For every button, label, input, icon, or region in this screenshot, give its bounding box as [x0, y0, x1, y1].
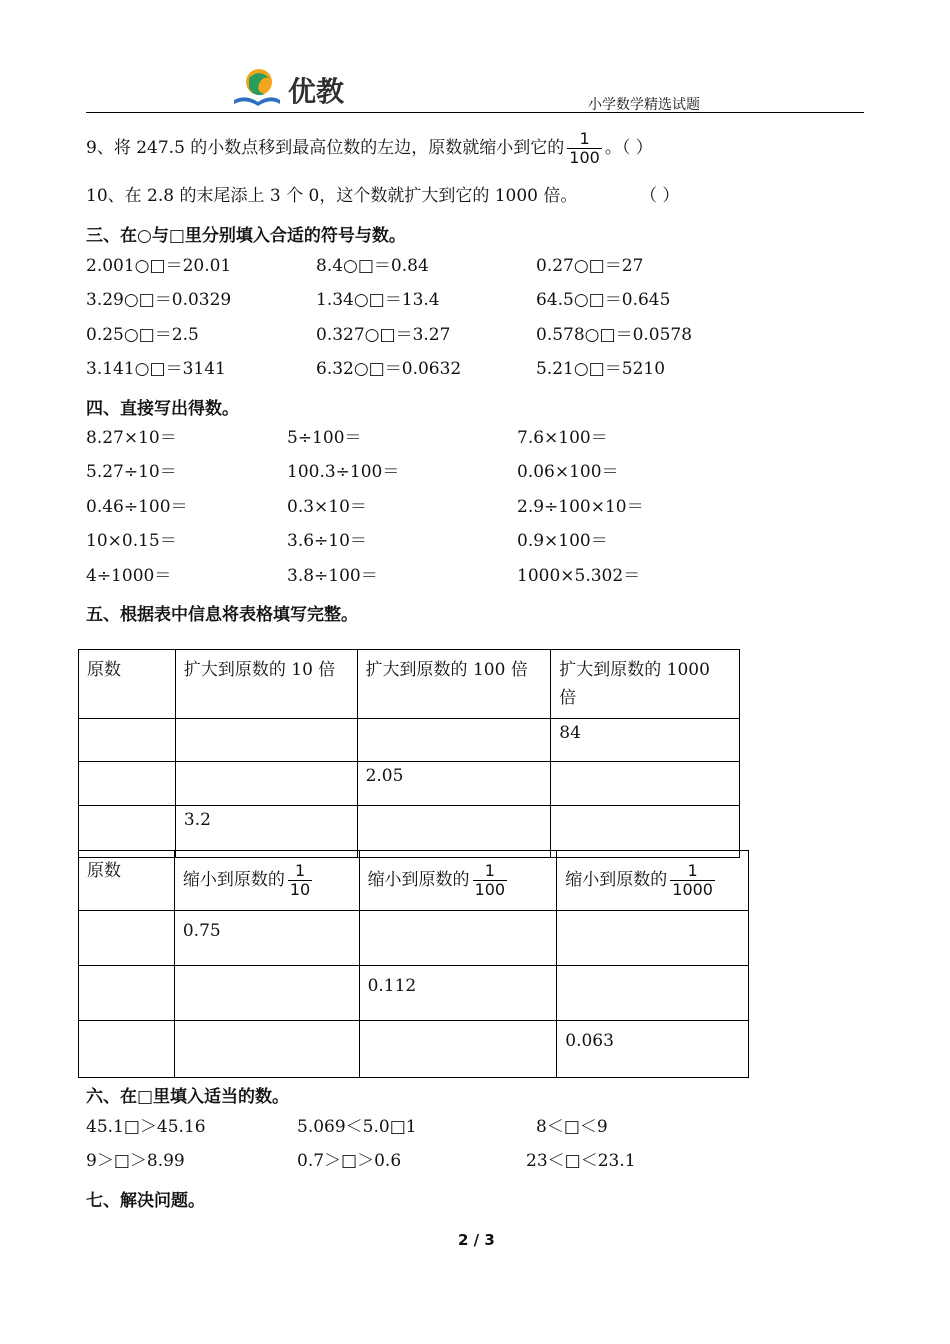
table-row	[79, 1021, 749, 1078]
table-cell[interactable]	[79, 762, 176, 806]
table-row	[79, 762, 740, 806]
table-row	[79, 911, 749, 966]
table-cell[interactable]	[357, 719, 551, 762]
fraction-numerator: 1	[484, 861, 495, 880]
fraction-1-10	[288, 862, 312, 899]
table-header-cell: 扩大到原数的 100 倍	[357, 650, 551, 719]
s3-r0-c2: 0.27○□＝27	[536, 256, 644, 276]
section-3-heading: 三、在○与□里分别填入合适的符号与数。	[86, 226, 406, 246]
s4-r0-c1: 5÷100＝	[287, 428, 362, 448]
s4-r4-c1: 3.8÷100＝	[287, 566, 378, 586]
s4-r2-c0: 0.46÷100＝	[86, 497, 188, 517]
s3-r2-c2: 0.578○□＝0.0578	[536, 325, 693, 345]
table-enlarge	[78, 649, 740, 858]
table-cell[interactable]	[359, 1021, 557, 1078]
header-label: 缩小到原数的	[367, 870, 470, 890]
question-9-text: 9、将 247.5 的小数点移到最高位数的左边，原数就缩小到它的	[86, 138, 565, 158]
table-cell[interactable]	[551, 762, 740, 806]
table-header-cell	[359, 851, 557, 911]
table-cell[interactable]	[174, 966, 359, 1021]
question-10	[86, 186, 577, 206]
table-cell[interactable]	[557, 911, 749, 966]
logo-icon	[232, 66, 282, 108]
s4-r2-c2: 2.9÷100×10＝	[517, 497, 644, 517]
table-header-cell: 扩大到原数的 1000 倍	[551, 650, 740, 719]
logo-text: 优教	[288, 75, 345, 108]
question-9-answer-paren[interactable]: 。（ ）	[604, 138, 653, 158]
table-cell[interactable]: 84	[551, 719, 740, 762]
table-cell[interactable]	[174, 1021, 359, 1078]
table-cell[interactable]	[79, 966, 175, 1021]
table-cell[interactable]: 0.112	[359, 966, 557, 1021]
s3-r1-c0: 3.29○□＝0.0329	[86, 290, 232, 310]
s3-r3-c0: 3.141○□＝3141	[86, 359, 226, 379]
s4-r4-c0: 4÷1000＝	[86, 566, 172, 586]
s4-r2-c1: 0.3×10＝	[287, 497, 367, 517]
s3-r0-c1: 8.4○□＝0.84	[316, 256, 429, 276]
table-header-cell: 原数	[79, 851, 175, 911]
fraction-denominator: 1000	[672, 880, 713, 899]
table-cell[interactable]: 2.05	[357, 762, 551, 806]
s4-r3-c0: 10×0.15＝	[86, 531, 177, 551]
question-10-text: 10、在 2.8 的末尾添上 3 个 0，这个数就扩大到它的 1000 倍。	[86, 186, 578, 206]
fraction-denominator: 100	[569, 147, 600, 167]
fraction-denominator: 10	[289, 880, 311, 899]
s4-r0-c2: 7.6×100＝	[517, 428, 608, 448]
table-cell[interactable]	[359, 911, 557, 966]
table-header-cell	[174, 851, 359, 911]
s3-r2-c0: 0.25○□＝2.5	[86, 325, 199, 345]
s6-r1-c0: 9＞□＞8.99	[86, 1151, 185, 1171]
table-header-row	[79, 851, 749, 911]
table-row	[79, 966, 749, 1021]
question-9	[86, 128, 653, 168]
s6-r0-c1: 5.069＜5.0□1	[297, 1117, 417, 1137]
s4-r1-c1: 100.3÷100＝	[287, 462, 400, 482]
logo	[232, 66, 352, 108]
s3-r1-c2: 64.5○□＝0.645	[536, 290, 671, 310]
section-4-heading: 四、直接写出得数。	[86, 399, 239, 419]
s6-r0-c0: 45.1□＞45.16	[86, 1117, 206, 1137]
s4-r0-c0: 8.27×10＝	[86, 428, 177, 448]
section-7-heading: 七、解决问题。	[86, 1191, 205, 1211]
header-label: 缩小到原数的	[182, 870, 285, 890]
fraction-numerator: 1	[687, 861, 698, 880]
fraction-1-100	[567, 130, 602, 167]
table-row	[79, 719, 740, 762]
s4-r1-c0: 5.27÷10＝	[86, 462, 177, 482]
table-header-row	[79, 650, 740, 719]
table-cell[interactable]: 0.75	[174, 911, 359, 966]
question-10-answer-paren[interactable]: （ ）	[640, 186, 680, 206]
page-number: 2 / 3	[458, 1231, 495, 1249]
table-header-cell	[557, 851, 749, 911]
header-rule	[86, 112, 864, 113]
s3-r2-c1: 0.327○□＝3.27	[316, 325, 451, 345]
table-header-cell: 原数	[79, 650, 176, 719]
header-subtitle: 小学数学精选试题	[588, 97, 700, 113]
table-header-cell: 扩大到原数的 10 倍	[175, 650, 357, 719]
s3-r0-c0: 2.001○□＝20.01	[86, 256, 232, 276]
fraction-1-100	[473, 862, 508, 899]
table-cell[interactable]	[79, 719, 176, 762]
s4-r3-c2: 0.9×100＝	[517, 531, 608, 551]
table-shrink	[78, 850, 749, 1078]
s6-r1-c1: 0.7＞□＞0.6	[297, 1151, 402, 1171]
table-cell[interactable]	[79, 911, 175, 966]
s4-r1-c2: 0.06×100＝	[517, 462, 619, 482]
table-cell[interactable]	[175, 762, 357, 806]
table-cell[interactable]	[557, 966, 749, 1021]
header-label: 缩小到原数的	[565, 870, 668, 890]
s3-r3-c1: 6.32○□＝0.0632	[316, 359, 462, 379]
s3-r3-c2: 5.21○□＝5210	[536, 359, 666, 379]
table-cell[interactable]: 0.063	[557, 1021, 749, 1078]
s6-r1-c2: 23＜□＜23.1	[526, 1151, 636, 1171]
table-cell[interactable]	[79, 1021, 175, 1078]
section-6-heading: 六、在□里填入适当的数。	[86, 1087, 290, 1107]
s3-r1-c1: 1.34○□＝13.4	[316, 290, 440, 310]
s4-r3-c1: 3.6÷10＝	[287, 531, 367, 551]
table-cell[interactable]: 3.2	[175, 806, 357, 858]
fraction-numerator: 1	[294, 861, 306, 880]
table-cell[interactable]	[175, 719, 357, 762]
fraction-1-1000	[670, 862, 715, 899]
fraction-numerator: 1	[579, 128, 590, 148]
s6-r0-c2: 8＜□＜9	[536, 1117, 608, 1137]
s4-r4-c2: 1000×5.302＝	[517, 566, 641, 586]
section-5-heading: 五、根据表中信息将表格填写完整。	[86, 605, 358, 625]
fraction-denominator: 100	[474, 880, 506, 899]
